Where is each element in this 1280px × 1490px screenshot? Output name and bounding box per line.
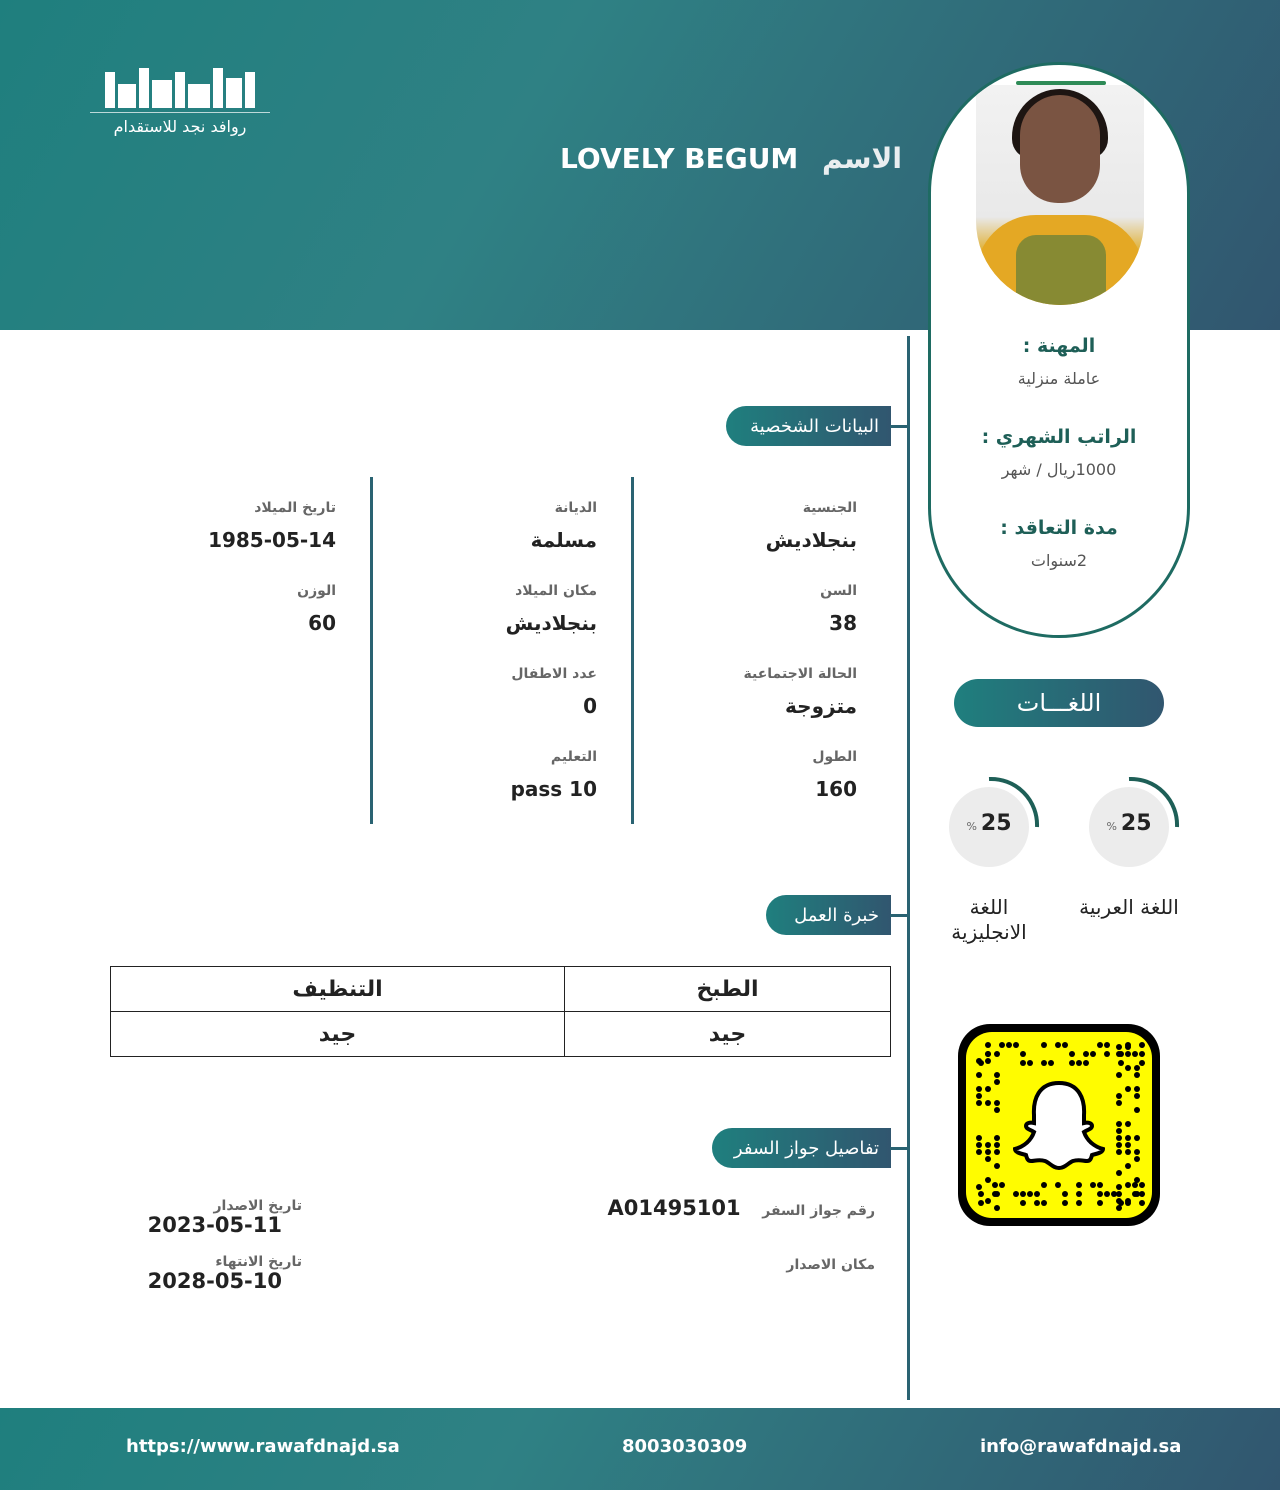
age-field [820,583,857,635]
english-level-arc [941,771,1045,835]
snapcode-dot [994,1135,1000,1141]
snapcode-dot [1020,1200,1026,1206]
age-value: 38 [829,611,857,635]
snapcode-dot [994,1051,1000,1057]
snapcode-dot [1134,1156,1140,1162]
logo-mark [90,60,270,108]
snapcode-dots [966,1032,1152,1218]
profile-card [928,62,1190,638]
snapcode-dot [1076,1200,1082,1206]
marital-label: الحالة الاجتماعية [743,666,857,682]
weight-value: 60 [308,611,336,635]
snapcode-dot [1027,1060,1033,1066]
snapcode-dot [976,1072,982,1078]
religion-field [531,500,597,552]
snapcode-dot [1013,1042,1019,1048]
contract-label: مدة التعاقد : [1000,517,1118,539]
snapcode-dot [1116,1135,1122,1141]
snapcode-dot [978,1191,984,1197]
tab-connector [890,425,908,428]
marital-value: متزوجة [785,694,857,718]
footer-band [0,1408,1280,1490]
snapcode-dot [1134,1065,1140,1071]
weight-label: الوزن [297,583,336,599]
percent-symbol: % [966,820,977,833]
snapcode-dot [1134,1093,1140,1099]
snapcode-dot [1076,1191,1082,1197]
salary-label: الراتب الشهري : [981,426,1137,448]
snapcode-dot [1139,1182,1145,1188]
birthdate-label: تاريخ الميلاد [254,500,336,516]
snapcode-dot [1125,1121,1131,1127]
snapcode-dot [1097,1200,1103,1206]
snapcode-dot [985,1051,991,1057]
snapcode-dot [1116,1142,1122,1148]
snapcode-dot [1104,1191,1110,1197]
section-tab-passport [712,1128,891,1168]
snapcode-dot [1125,1200,1131,1206]
snapcode-dot [1083,1060,1089,1066]
snapcode-dot [1134,1191,1140,1197]
snapcode-dot [1041,1060,1047,1066]
snapcode-dot [994,1163,1000,1169]
snapcode-dot [1055,1182,1061,1188]
snapcode-dot [1048,1060,1054,1066]
snapcode-dot [1125,1044,1131,1050]
table-row [111,967,891,1012]
snapcode-dot [976,1093,982,1099]
snapcode-dot [1134,1149,1140,1155]
snapcode-dot [992,1182,998,1188]
snapcode-dot [1125,1142,1131,1148]
snapcode-dot [1116,1044,1122,1050]
table-cell: التنظيف [111,967,565,1012]
contract-field [931,517,1187,570]
profession-field [931,335,1187,388]
snapcode-dot [1139,1042,1145,1048]
snapcode-dot [1097,1191,1103,1197]
company-logo [90,60,270,136]
snapcode-dot [985,1156,991,1162]
snapcode-dot [976,1100,982,1106]
snapcode-dot [1090,1051,1096,1057]
section-personal-title: البيانات الشخصية [750,415,879,437]
section-tab-experience [766,895,891,935]
birthdate-field [208,500,336,552]
logo-divider [90,112,270,113]
footer-email-link[interactable]: info@rawafdnajd.sa [980,1436,1182,1457]
passport-number-label: رقم جواز السفر [762,1203,875,1219]
snapcode-dot [976,1184,982,1190]
expiry-date-value: 2028-05-10 [147,1269,282,1293]
snapcode-dot [1111,1191,1117,1197]
issue-place-field [786,1254,875,1273]
issue-date-value: 2023-05-11 [147,1213,282,1237]
snapcode-dot [1006,1042,1012,1048]
children-value: 0 [583,694,597,718]
education-value: pass 10 [510,777,597,801]
tab-connector [890,1147,908,1150]
snapcode-dot [976,1142,982,1148]
height-value: 160 [815,777,857,801]
snapcode-dot [1041,1200,1047,1206]
snapcode-dot [1097,1182,1103,1188]
tab-connector [890,914,908,917]
salary-value: 1000ريال / شهر [1001,460,1117,479]
languages-title: اللغـــات [954,679,1164,727]
section-experience-title: خبرة العمل [794,904,879,926]
snapcode-dot [1134,1072,1140,1078]
arabic-language-name: اللغة العربية [1079,895,1179,919]
candidate-photo [976,85,1144,305]
nationality-label: الجنسية [802,500,857,516]
column-divider [631,477,634,824]
snapcode-dot [1069,1060,1075,1066]
table-cell: جيد [111,1012,565,1057]
percent-symbol: % [1106,820,1117,833]
footer-website-link[interactable]: https://www.rawafdnajd.sa [126,1436,400,1457]
snapcode-dot [1076,1060,1082,1066]
experience-table [110,966,891,1057]
snapcode-dot [1062,1191,1068,1197]
snapcode-dot [994,1107,1000,1113]
height-field [812,749,857,801]
marital-field [744,666,857,718]
snapcode-dot [1125,1065,1131,1071]
snapchat-code[interactable] [958,1024,1160,1226]
birthdate-value: 1985-05-14 [208,528,336,552]
timeline-line [907,336,910,1400]
snapcode-dot [1034,1200,1040,1206]
snapcode-dot [1027,1191,1033,1197]
religion-value: مسلمة [530,528,597,552]
footer-phone[interactable]: 8003030309 [622,1436,748,1457]
snapcode-dot [1055,1042,1061,1048]
snapcode-dot [1062,1200,1068,1206]
snapcode-dot [976,1135,982,1141]
snapcode-dot [994,1205,1000,1211]
snapcode-dot [1134,1107,1140,1113]
snapcode-dot [1125,1135,1131,1141]
snapcode-dot [994,1142,1000,1148]
arabic-level-arc [1081,771,1185,835]
name-value: LOVELY BEGUM [560,142,799,175]
snapcode-dot [1118,1060,1124,1066]
snapcode-dot [1118,1200,1124,1206]
snapcode-dot [985,1142,991,1148]
passport-number-field [608,1196,876,1220]
snapcode-dot [976,1149,982,1155]
section-passport-title: تفاصيل جواز السفر [733,1137,879,1159]
snapcode-dot [985,1042,991,1048]
birthplace-value: بنجلاديش [505,611,597,635]
snapcode-dot [1020,1060,1026,1066]
snapcode-dot [976,1086,982,1092]
snapcode-dot [1083,1051,1089,1057]
logo-text: روافد نجد للاستقدام [113,117,247,136]
expiry-date-label: تاريخ الانتهاء [215,1254,302,1270]
english-language-name: اللغة الانجليزية [951,895,1027,944]
birthplace-label: مكان الميلاد [515,583,597,599]
snapcode-dot [1125,1149,1131,1155]
education-field [511,749,597,801]
table-cell: الطبخ [565,967,891,1012]
snapcode-dot [1020,1191,1026,1197]
snapcode-dot [1139,1200,1145,1206]
snapcode-dot [1116,1100,1122,1106]
arabic-level-value: 25 [1120,811,1152,836]
snapcode-dot [985,1086,991,1092]
salary-field [931,426,1187,479]
snapcode-dot [985,1100,991,1106]
snapcode-dot [1020,1051,1026,1057]
snapcode-dot [1116,1170,1122,1176]
snapcode-dot [1069,1051,1075,1057]
english-level-value: 25 [980,811,1012,836]
issue-place-label: مكان الاصدار [786,1257,875,1273]
birthplace-field [506,583,597,635]
nationality-value: بنجلاديش [765,528,857,552]
children-field [511,666,597,718]
snapcode-dot [1134,1086,1140,1092]
snapcode-dot [1076,1182,1082,1188]
snapcode-dot [992,1191,998,1197]
education-label: التعليم [550,749,597,765]
snapcode-dot [985,1177,991,1183]
religion-label: الديانة [554,500,597,516]
snapcode-dot [1116,1121,1122,1127]
snapcode-dot [1125,1086,1131,1092]
snapcode-dot [1125,1051,1131,1057]
name-label: الاسم [822,142,902,175]
snapcode-dot [1116,1184,1122,1190]
snapcode-dot [1034,1191,1040,1197]
candidate-name [560,142,902,175]
snapchat-ghost-icon [1009,1075,1109,1175]
snapcode-dot [1134,1177,1140,1183]
snapcode-dot [1116,1128,1122,1134]
snapcode-dot [978,1060,984,1066]
expiry-date-field [148,1254,302,1292]
snapcode-dot [985,1058,991,1064]
children-label: عدد الاطفال [511,666,597,682]
profession-value: عاملة منزلية [1017,369,1101,388]
snapcode-dot [999,1042,1005,1048]
nationality-field [766,500,857,552]
snapcode-dot [994,1072,1000,1078]
section-tab-personal [726,406,891,446]
snapcode-dot [1116,1149,1122,1155]
snapcode-dot [978,1200,984,1206]
snapcode-dot [1139,1051,1145,1057]
snapcode-dot [1097,1042,1103,1048]
snapcode-dot [1062,1042,1068,1048]
snapcode-dot [1125,1182,1131,1188]
profession-label: المهنة : [1022,335,1096,357]
snapcode-dot [1104,1042,1110,1048]
passport-number-value: A01495101 [607,1196,741,1220]
issue-date-label: تاريخ الاصدار [213,1198,302,1214]
age-label: السن [820,583,857,599]
snapcode-dot [1116,1072,1122,1078]
table-row [111,1012,891,1057]
snapcode-dot [1041,1042,1047,1048]
table-cell: جيد [565,1012,891,1057]
contract-value: 2سنوات [1030,551,1088,570]
snapcode-dot [1116,1093,1122,1099]
column-divider [370,477,373,824]
snapcode-dot [1132,1051,1138,1057]
snapcode-dot [999,1182,1005,1188]
height-label: الطول [812,749,857,765]
snapcode-dot [985,1198,991,1204]
snapcode-dot [1090,1182,1096,1188]
snapcode-dot [1041,1182,1047,1188]
snapcode-dot [1104,1051,1110,1057]
snapcode-dot [994,1100,1000,1106]
weight-field [297,583,336,635]
issue-date-field [148,1198,302,1236]
snapcode-dot [1013,1191,1019,1197]
snapcode-dot [994,1149,1000,1155]
snapcode-dot [985,1149,991,1155]
snapcode-dot [1134,1135,1140,1141]
snapcode-dot [994,1079,1000,1085]
snapcode-dot [1125,1163,1131,1169]
snapcode-dot [1139,1060,1145,1066]
snapcode-dot [1116,1051,1122,1057]
